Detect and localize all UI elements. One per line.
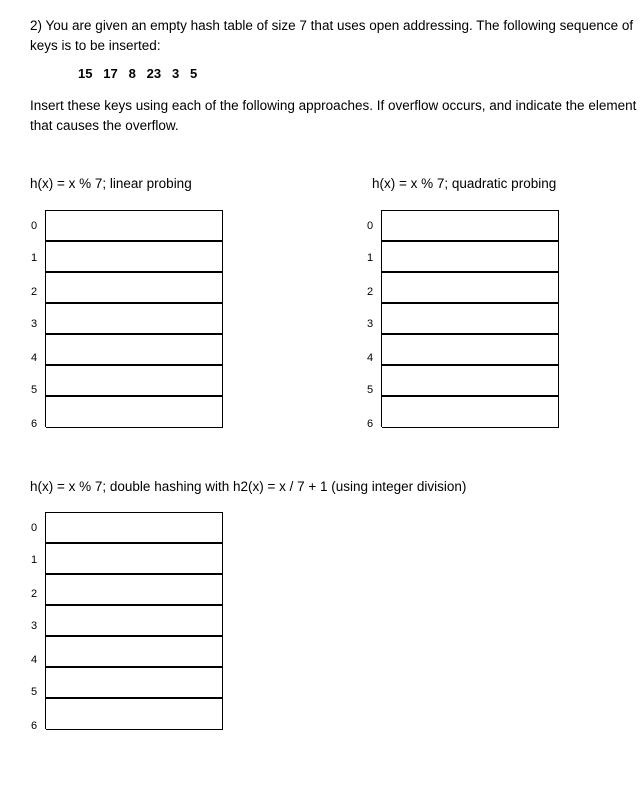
slot-index: 3	[31, 318, 38, 330]
slot-index: 4	[31, 654, 38, 666]
double-hashing-label: h(x) = x % 7; double hashing with h2(x) = x / 7 + 1 (using integer division)	[30, 479, 467, 494]
linear-probing-table	[31, 210, 262, 430]
table-cell[interactable]	[46, 272, 223, 303]
slot-index: 6	[31, 418, 38, 430]
table-cell[interactable]	[46, 512, 223, 543]
quadratic-probing-table	[367, 210, 598, 430]
key-sequence: 15 17 8 23 3 5	[78, 66, 198, 81]
slot-index: 6	[367, 418, 374, 430]
slot-index: 2	[31, 588, 38, 600]
question-text: 2) You are given an empty hash table of size 7 that uses open addressing. The following sequence of keys is to be inserted:	[30, 18, 634, 53]
table-cell[interactable]	[46, 210, 223, 241]
slot-index: 6	[31, 720, 38, 732]
slot-index: 0	[367, 220, 374, 232]
table-cell[interactable]	[46, 667, 223, 698]
table-cell[interactable]	[382, 365, 559, 396]
table-cell[interactable]	[46, 574, 223, 605]
slot-index: 1	[367, 252, 374, 264]
table-cell[interactable]	[382, 303, 559, 334]
quadratic-probing-label: h(x) = x % 7; quadratic probing	[372, 176, 557, 191]
instructions-text: Insert these keys using each of the following approaches. If overflow occurs, and indicate the element that causes the overflow.	[30, 98, 637, 133]
table-cell[interactable]	[46, 396, 223, 428]
slot-index: 3	[367, 318, 374, 330]
table-cell[interactable]	[382, 272, 559, 303]
table-cell[interactable]	[46, 636, 223, 667]
slot-index: 0	[31, 220, 38, 232]
slot-index: 5	[31, 686, 38, 698]
slot-index: 1	[31, 252, 38, 264]
table-cell[interactable]	[46, 605, 223, 636]
slot-index: 0	[31, 522, 38, 534]
table-cell[interactable]	[382, 241, 559, 272]
slot-index: 3	[31, 620, 38, 632]
slot-index: 5	[367, 384, 374, 396]
table-cell[interactable]	[46, 543, 223, 574]
table-cell[interactable]	[46, 241, 223, 272]
slot-index: 2	[31, 286, 38, 298]
linear-probing-label: h(x) = x % 7; linear probing	[30, 176, 192, 191]
table-cell[interactable]	[382, 210, 559, 241]
table-cell[interactable]	[46, 334, 223, 365]
slot-index: 1	[31, 554, 38, 566]
slot-index: 4	[367, 352, 374, 364]
double-hashing-table	[31, 512, 262, 732]
slot-index: 2	[367, 286, 374, 298]
slot-index: 5	[31, 384, 38, 396]
table-cell[interactable]	[382, 334, 559, 365]
table-cell[interactable]	[382, 396, 559, 428]
slot-index: 4	[31, 352, 38, 364]
table-cell[interactable]	[46, 303, 223, 334]
table-cell[interactable]	[46, 698, 223, 730]
table-cell[interactable]	[46, 365, 223, 396]
